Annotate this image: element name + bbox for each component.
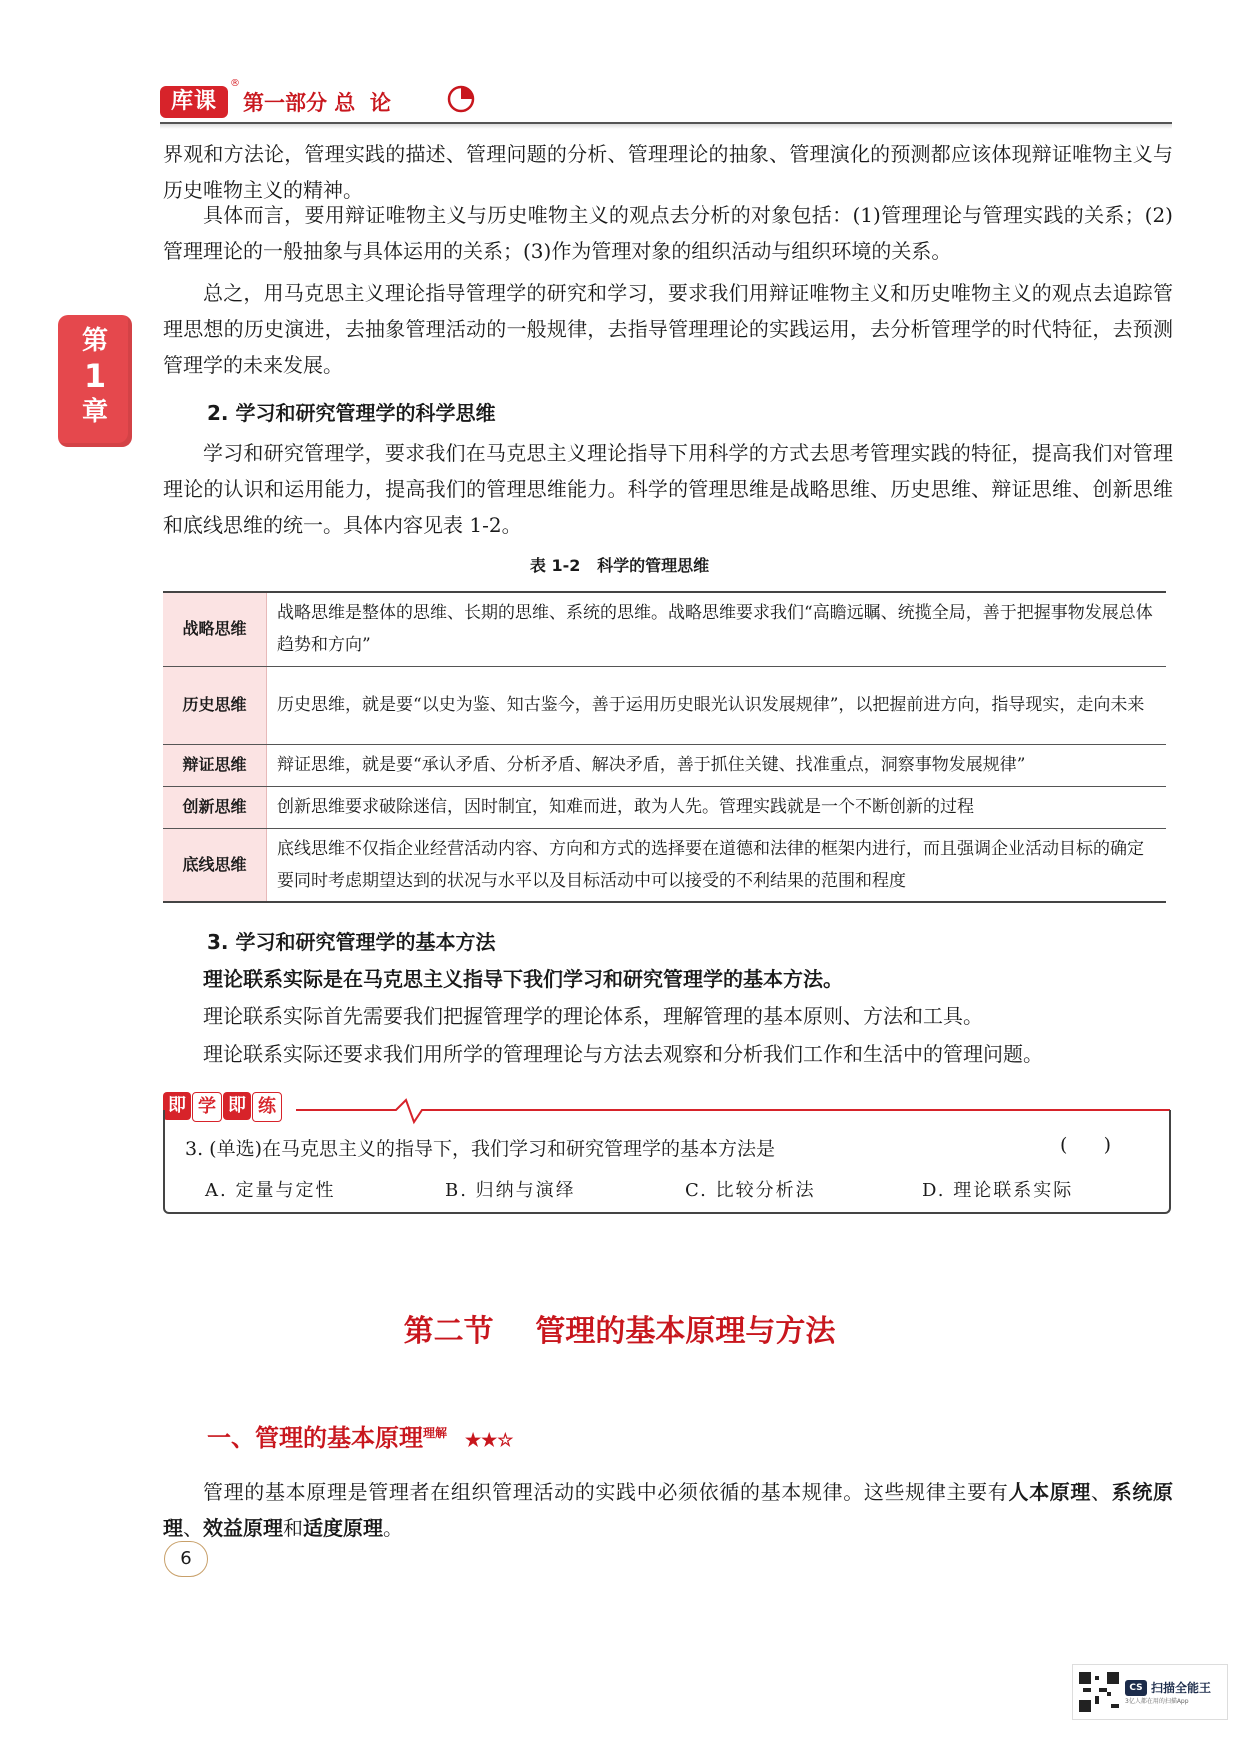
qr-code-icon: [1079, 1672, 1119, 1712]
p8-term: 效益原理: [203, 1516, 283, 1540]
chapter-tab-line3: 章: [81, 397, 108, 427]
paragraph-4: 学习和研究管理学，要求我们在马克思主义理论指导下用科学的方式去思考管理实践的特征，提高我们对管理理论的认识和运用能力，提高我们的管理思维能力。科学的管理思维是战略思维、历史思维、辩证思维、创新思维和底线思维的统一。具体内容见表 1-2。: [163, 441, 1173, 537]
question-text: 3. (单选)在马克思主义的指导下，我们学习和研究管理学的基本方法是: [185, 1138, 775, 1160]
section-title: 第二节 管理的基本原理与方法: [403, 1314, 836, 1349]
page-number: 6: [164, 1541, 208, 1577]
paragraph-8: [163, 1474, 1173, 1546]
p8-term: 适度原理: [303, 1516, 383, 1540]
table-row: [163, 744, 1166, 786]
table-term: 底线思维: [163, 828, 267, 902]
scanner-watermark: [1072, 1664, 1228, 1720]
chapter-tab: [58, 315, 132, 447]
registered-mark: ®: [230, 78, 240, 89]
table-term: 辩证思维: [163, 744, 267, 786]
chapter-tab-number: 1: [83, 357, 107, 395]
difficulty-stars: ★★☆: [465, 1430, 514, 1451]
table-desc: 底线思维不仅指企业经营活动内容、方向和方式的选择要在道德和法律的框架内进行，而且强调企业活动目标的确定要同时考虑期望达到的状况与水平以及目标活动中可以接受的不利结果的范围和程度: [277, 838, 1144, 891]
scanner-tagline: 3亿人都在用的扫描App: [1125, 1698, 1189, 1705]
watermark-text: [1125, 1679, 1211, 1705]
brand-logo: 库课: [160, 86, 228, 118]
subsection-tag: 理解: [423, 1426, 448, 1440]
thinking-table: [163, 591, 1166, 903]
table-desc: 创新思维要求破除迷信，因时制宜，知难而进，敢为人先。管理实践就是一个不断创新的过程: [267, 786, 1167, 828]
option-d: D. 理论联系实际: [922, 1180, 1074, 1201]
option-a: A. 定量与定性: [205, 1180, 336, 1201]
paragraph-2: 具体而言，要用辩证唯物主义与历史唯物主义的观点去分析的对象包括：(1)管理理论与管理实践的关系；(2)管理理论的一般抽象与具体运用的关系；(3)作为管理对象的组织活动与组织环境的关系。: [163, 203, 1173, 263]
table-row: [163, 786, 1166, 828]
subsection-title: [207, 1418, 513, 1453]
chapter-tab-line1: 第: [81, 326, 108, 356]
heading-basic-method: 3. 学习和研究管理学的基本方法: [207, 930, 496, 954]
practice-label-char: 即: [223, 1092, 251, 1120]
table-caption: 表 1-2 科学的管理思维: [529, 556, 710, 575]
table-term: 历史思维: [163, 666, 267, 744]
p8-sep: 、: [1091, 1480, 1112, 1504]
paragraph-3: 总之，用马克思主义理论指导管理学的研究和学习，要求我们用辩证唯物主义和历史唯物主义的观点去追踪管理思想的历史演进，去抽象管理活动的一般规律，去指导管理理论的实践运用，去分析管理学的时代特征，去预测管理学的未来发展。: [163, 281, 1173, 377]
paragraph-7: 理论联系实际还要求我们用所学的管理理论与方法去观察和分析我们工作和生活中的管理问题。: [203, 1042, 1043, 1066]
practice-label-char: 即: [163, 1092, 191, 1120]
table-row: [163, 828, 1166, 902]
option-c: C. 比较分析法: [685, 1180, 816, 1201]
paragraph-1: 界观和方法论，管理实践的描述、管理问题的分析、管理理论的抽象、管理演化的预测都应该体现辩证唯物主义与历史唯物主义的精神。: [163, 142, 1173, 202]
p8-term: 人本原理: [1008, 1480, 1092, 1504]
part-title: 第一部分 总 论: [243, 91, 391, 115]
p8-end: 。: [383, 1516, 403, 1540]
clock-icon: [446, 84, 476, 114]
p8-sep: 、: [183, 1516, 203, 1540]
paragraph-6: 理论联系实际首先需要我们把握管理学的理论体系，理解管理的基本原则、方法和工具。: [203, 1004, 983, 1028]
table-term: 战略思维: [163, 592, 267, 666]
practice-label-char: 练: [252, 1092, 282, 1122]
p8-sep: 和: [283, 1516, 303, 1540]
heading-scientific-thinking: 2. 学习和研究管理学的科学思维: [207, 401, 496, 425]
table-row: [163, 666, 1166, 744]
scanner-logo-icon: CS: [1125, 1680, 1147, 1696]
table-desc: 战略思维是整体的思维、长期的思维、系统的思维。战略思维要求我们“高瞻远瞩、统揽全局，善于把握事物发展总体趋势和方向”: [267, 592, 1167, 666]
subsection-title-text: 一、管理的基本原理: [207, 1423, 423, 1452]
p8-text: 管理的基本原理是管理者在组织管理活动的实践中必须依循的基本规律。这些规律主要有: [203, 1480, 1009, 1504]
p8-term: 系统原理: [163, 1480, 1174, 1540]
option-b: B. 归纳与演绎: [445, 1180, 576, 1201]
paragraph-5: 理论联系实际是在马克思主义指导下我们学习和研究管理学的基本方法。: [203, 967, 843, 991]
table-row: [163, 592, 1166, 666]
practice-label-char: 学: [192, 1092, 222, 1122]
scanner-name: 扫描全能王: [1151, 1681, 1212, 1695]
answer-blank: ( ): [1060, 1134, 1112, 1156]
table-desc: 历史思维，就是要“以史为鉴、知古鉴今，善于运用历史眼光认识发展规律”，以把握前进方向，指导现实，走向未来: [267, 666, 1167, 744]
table-desc: 辩证思维，就是要“承认矛盾、分析矛盾、解决矛盾，善于抓住关键、找准重点，洞察事物发展规律”: [267, 744, 1167, 786]
table-term: 创新思维: [163, 786, 267, 828]
header-shadow: [160, 124, 1172, 129]
